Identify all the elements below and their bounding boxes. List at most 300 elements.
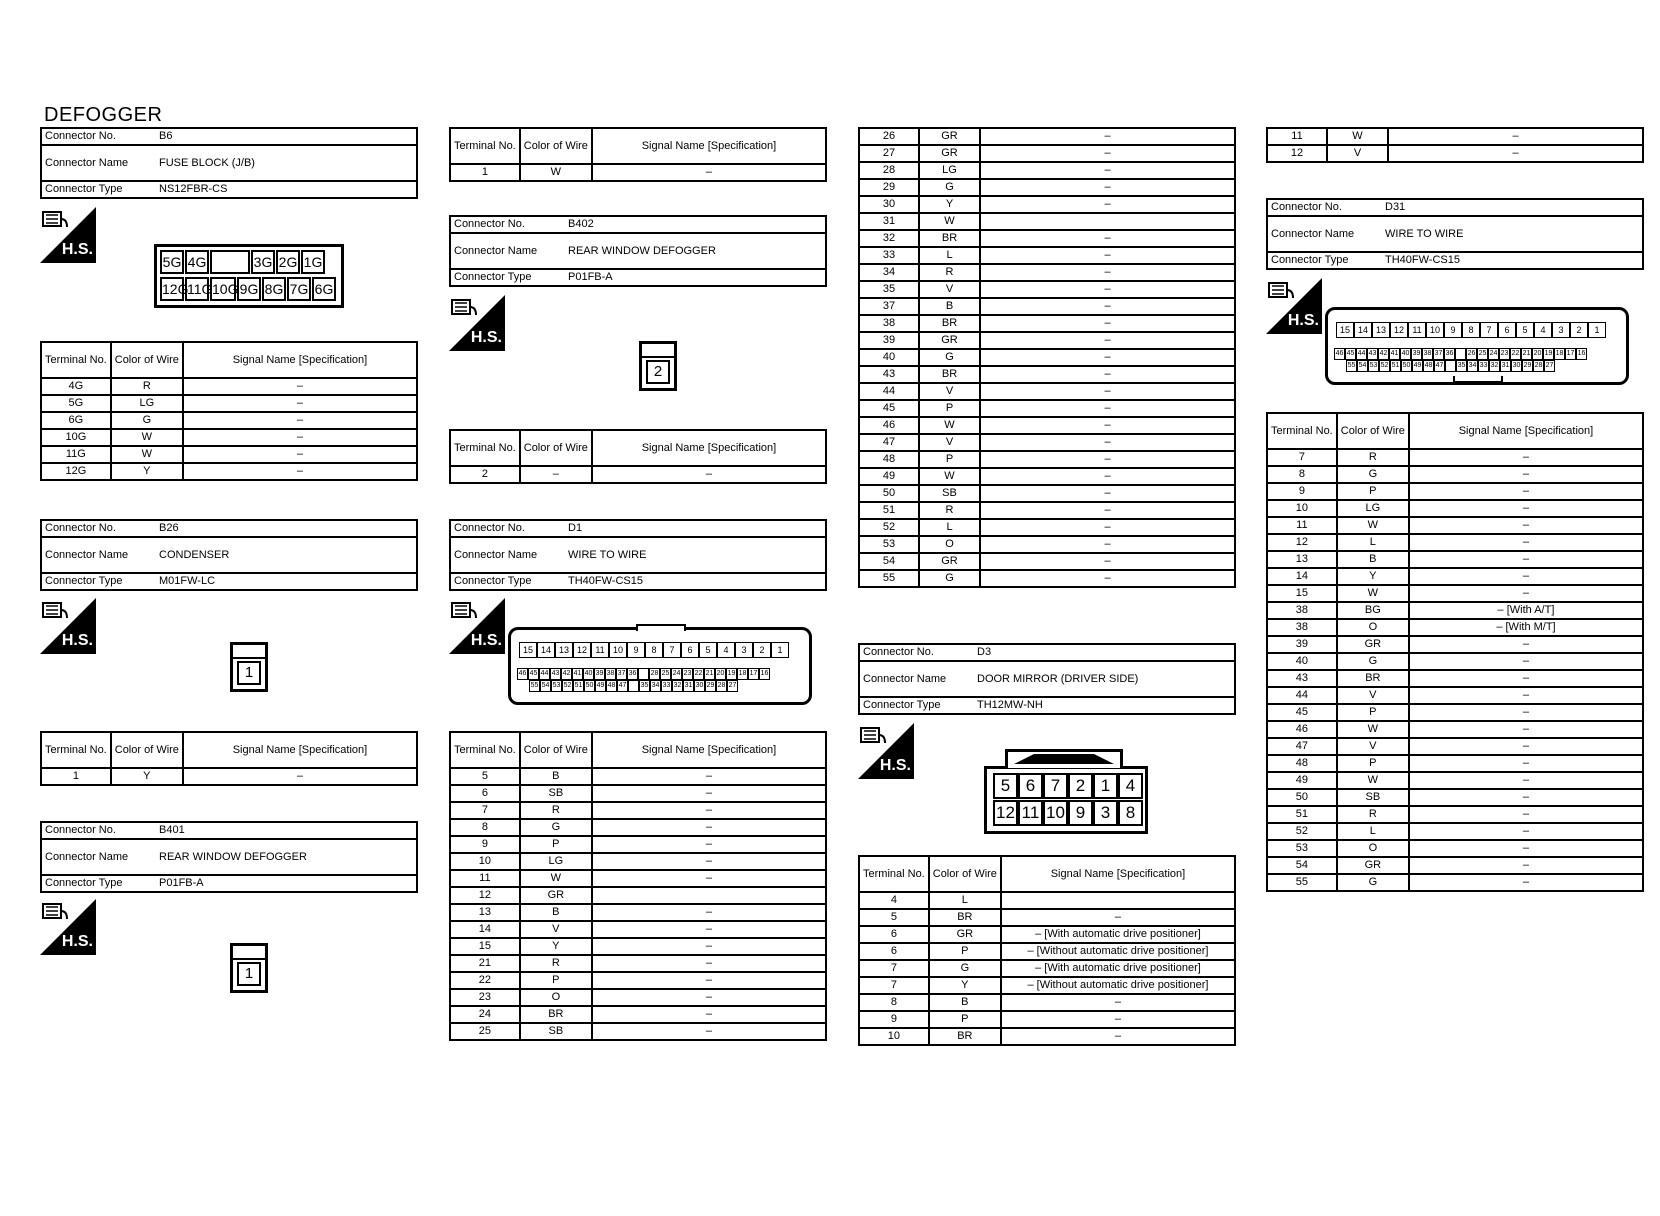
signal-name: – — [980, 502, 1235, 519]
cavity-label: 5 — [699, 642, 717, 658]
label: Connector Type — [1267, 252, 1382, 269]
signal-name: – — [592, 870, 826, 887]
signal-name: – — [183, 412, 417, 429]
wire-color: – — [520, 466, 592, 483]
cavity-label: 38 — [1422, 348, 1433, 360]
table-row — [859, 128, 1235, 145]
terminal-no: 21 — [450, 955, 520, 972]
signal-name: – — [183, 446, 417, 463]
cavity-label: 11 — [1018, 800, 1043, 826]
connector-face-d3 — [984, 766, 1148, 834]
signal-name: – — [592, 466, 826, 483]
table-row — [450, 870, 826, 887]
cavity-label: 39 — [594, 668, 605, 680]
cavity-label: 29 — [1522, 360, 1533, 372]
cavity-label: 7 — [1043, 773, 1068, 799]
connector-no: B26 — [156, 520, 417, 537]
terminal-no: 45 — [1267, 704, 1337, 721]
cavity-label: 45 — [528, 668, 539, 680]
connector-no: B401 — [156, 822, 417, 839]
hs-label: H.S. — [61, 241, 93, 258]
signal-name: – — [1409, 874, 1643, 891]
signal-name: – — [592, 1006, 826, 1023]
terminal-no: 54 — [859, 553, 919, 570]
cavity-label: 14 — [1354, 322, 1372, 338]
cavity-label: 1G — [301, 250, 325, 274]
cavity-label: 42 — [1378, 348, 1389, 360]
connector-no: B402 — [565, 216, 826, 233]
cavity-label: 37 — [616, 668, 627, 680]
wire-color: W — [520, 164, 592, 181]
connector-name: REAR WINDOW DEFOGGER — [565, 233, 826, 269]
color-of-wire-header: Color of Wire — [520, 732, 592, 768]
table-row — [859, 451, 1235, 468]
cavity-label: 9 — [1444, 322, 1462, 338]
terminal-no-header: Terminal No. — [859, 856, 929, 892]
wire-color: P — [1337, 704, 1409, 721]
terminal-no: 10 — [450, 853, 520, 870]
pin-table-d1-part2 — [858, 127, 1236, 588]
label: Connector Type — [859, 697, 974, 714]
cavity-label: 20 — [715, 668, 726, 680]
signal-name: – — [592, 164, 826, 181]
label: Connector No. — [41, 128, 156, 145]
table-row — [1267, 806, 1643, 823]
terminal-no: 55 — [859, 570, 919, 587]
table-row — [450, 972, 826, 989]
harness-side-icon — [40, 899, 96, 955]
label: Connector No. — [450, 216, 565, 233]
signal-name: – — [1409, 568, 1643, 585]
terminal-no: 7 — [859, 960, 929, 977]
table-row — [450, 768, 826, 785]
signal-name-header: Signal Name [Specification] — [183, 732, 417, 768]
table-row — [859, 1028, 1235, 1045]
cavity-label: 13 — [1372, 322, 1390, 338]
cavity-label: 13 — [555, 642, 573, 658]
pin-table-b26 — [40, 731, 418, 786]
wire-color: SB — [520, 785, 592, 802]
signal-name: – — [183, 429, 417, 446]
cavity-label: 42 — [561, 668, 572, 680]
wire-color: B — [1337, 551, 1409, 568]
terminal-no: 15 — [1267, 585, 1337, 602]
table-row — [1267, 857, 1643, 874]
signal-name: – — [980, 485, 1235, 502]
wire-color: SB — [520, 1023, 592, 1040]
table-row — [859, 536, 1235, 553]
signal-name: – — [1409, 534, 1643, 551]
terminal-no: 5 — [859, 909, 929, 926]
cavity-label: 11 — [1408, 322, 1426, 338]
cavity-label: 11G — [185, 277, 209, 301]
wire-color: R — [520, 802, 592, 819]
pin-table-d1-part1 — [449, 731, 827, 1041]
terminal-no: 51 — [1267, 806, 1337, 823]
table-row — [1267, 789, 1643, 806]
wire-color: V — [919, 383, 980, 400]
wire-color: SB — [1337, 789, 1409, 806]
wire-color: LG — [919, 162, 980, 179]
terminal-no: 14 — [450, 921, 520, 938]
cavity-label — [1445, 360, 1456, 372]
signal-name: – — [980, 349, 1235, 366]
wire-color: GR — [919, 145, 980, 162]
wire-color: R — [1337, 806, 1409, 823]
cavity-label: 8G — [262, 277, 286, 301]
wire-color: GR — [919, 553, 980, 570]
signal-name: – — [980, 179, 1235, 196]
cavity-label: 8 — [645, 642, 663, 658]
table-row — [450, 938, 826, 955]
signal-name: – — [592, 938, 826, 955]
wire-color: W — [1337, 585, 1409, 602]
cavity-label: 21 — [1521, 348, 1532, 360]
terminal-no: 22 — [450, 972, 520, 989]
terminal-no: 38 — [1267, 619, 1337, 636]
hs-label: H.S. — [470, 632, 502, 649]
terminal-no: 12 — [450, 887, 520, 904]
connector-info-b402 — [449, 215, 827, 287]
terminal-no: 27 — [859, 145, 919, 162]
hs-label: H.S. — [879, 757, 911, 774]
cavity-label: 41 — [572, 668, 583, 680]
signal-name: – — [592, 836, 826, 853]
terminal-no: 55 — [1267, 874, 1337, 891]
terminal-no: 11 — [450, 870, 520, 887]
signal-name: – — [183, 395, 417, 412]
terminal-no: 4G — [41, 378, 111, 395]
table-row — [1267, 466, 1643, 483]
cavity-label: 35 — [639, 680, 650, 692]
label: Connector Type — [41, 875, 156, 892]
table-row — [859, 179, 1235, 196]
label: Connector No. — [1267, 199, 1382, 216]
label: Connector No. — [41, 520, 156, 537]
terminal-no: 11 — [1267, 128, 1327, 145]
signal-name: – — [980, 332, 1235, 349]
wire-color: V — [520, 921, 592, 938]
wire-color: B — [520, 768, 592, 785]
signal-name: – — [1409, 738, 1643, 755]
table-row — [859, 977, 1235, 994]
terminal-no-header: Terminal No. — [41, 342, 111, 378]
wire-color: BR — [919, 315, 980, 332]
table-row — [859, 434, 1235, 451]
signal-name: – [Without automatic drive positioner] — [1001, 977, 1235, 994]
signal-name: – — [1409, 551, 1643, 568]
wire-color: Y — [929, 977, 1001, 994]
table-row — [1267, 449, 1643, 466]
table-row — [450, 466, 826, 483]
cavity-label: 8 — [1462, 322, 1480, 338]
cavity-label: 27 — [1544, 360, 1555, 372]
table-row — [859, 281, 1235, 298]
harness-side-icon — [1266, 278, 1322, 334]
signal-name: – [With A/T] — [1409, 602, 1643, 619]
table-row — [1267, 568, 1643, 585]
terminal-no-header: Terminal No. — [41, 732, 111, 768]
terminal-no: 6 — [859, 943, 929, 960]
signal-name: – — [980, 298, 1235, 315]
table-row — [41, 768, 417, 785]
wire-color: G — [919, 349, 980, 366]
table-row — [1267, 585, 1643, 602]
table-row — [1267, 145, 1643, 162]
signal-name: – [With automatic drive positioner] — [1001, 960, 1235, 977]
label: Connector Name — [41, 839, 156, 875]
terminal-no: 9 — [450, 836, 520, 853]
cavity-label: 35 — [1456, 360, 1467, 372]
signal-name: – — [1409, 721, 1643, 738]
hs-label: H.S. — [470, 329, 502, 346]
label: Connector Name — [450, 233, 565, 269]
signal-name: – — [1409, 755, 1643, 772]
cavity-label: 47 — [617, 680, 628, 692]
cavity-label — [1455, 348, 1466, 360]
signal-name: – — [592, 819, 826, 836]
table-row — [450, 955, 826, 972]
terminal-no: 53 — [1267, 840, 1337, 857]
label: Connector Name — [859, 661, 974, 697]
table-row — [859, 213, 1235, 230]
signal-name: – — [980, 315, 1235, 332]
signal-name: – [With M/T] — [1409, 619, 1643, 636]
signal-name — [592, 887, 826, 904]
cavity-label: 4 — [1118, 773, 1143, 799]
terminal-no: 8 — [450, 819, 520, 836]
terminal-no: 8 — [1267, 466, 1337, 483]
wire-color: P — [520, 836, 592, 853]
connector-name: DOOR MIRROR (DRIVER SIDE) — [974, 661, 1235, 697]
cavity-label: 34 — [650, 680, 661, 692]
table-row — [859, 349, 1235, 366]
terminal-no: 50 — [1267, 789, 1337, 806]
signal-name: – — [980, 196, 1235, 213]
table-row — [859, 383, 1235, 400]
wire-color: W — [111, 446, 183, 463]
table-row — [41, 412, 417, 429]
signal-name: – — [1409, 500, 1643, 517]
cavity-label: 51 — [1390, 360, 1401, 372]
signal-name: – — [980, 570, 1235, 587]
cavity-label: 34 — [1467, 360, 1478, 372]
connector-info-d1 — [449, 519, 827, 591]
hs-label: H.S. — [1287, 312, 1319, 329]
connector-type: NS12FBR-CS — [156, 181, 417, 198]
connector-name: REAR WINDOW DEFOGGER — [156, 839, 417, 875]
signal-name: – [With automatic drive positioner] — [1001, 926, 1235, 943]
signal-name: – — [1409, 517, 1643, 534]
wire-color: BG — [1337, 602, 1409, 619]
table-row — [450, 164, 826, 181]
table-row — [41, 463, 417, 480]
cavity-label: 17 — [748, 668, 759, 680]
terminal-no: 39 — [1267, 636, 1337, 653]
terminal-no: 52 — [1267, 823, 1337, 840]
signal-name: – — [592, 802, 826, 819]
table-row — [450, 887, 826, 904]
cavity-label: 22 — [1510, 348, 1521, 360]
signal-name: – — [183, 378, 417, 395]
cavity-label: 2 — [1570, 322, 1588, 338]
wire-color: BR — [520, 1006, 592, 1023]
connector-name: WIRE TO WIRE — [1382, 216, 1643, 252]
wire-color: O — [1337, 619, 1409, 636]
connector-no: D3 — [974, 644, 1235, 661]
cavity-label: 10 — [1043, 800, 1068, 826]
table-row — [1267, 602, 1643, 619]
cavity-label: 18 — [1554, 348, 1565, 360]
terminal-no: 47 — [1267, 738, 1337, 755]
table-row — [1267, 636, 1643, 653]
signal-name: – — [1001, 1028, 1235, 1045]
pin-table-b401 — [449, 127, 827, 182]
table-row — [859, 519, 1235, 536]
connector-name: WIRE TO WIRE — [565, 537, 826, 573]
terminal-no: 2 — [450, 466, 520, 483]
cavity-label: 3G — [251, 250, 275, 274]
table-row — [1267, 500, 1643, 517]
signal-name: – — [183, 463, 417, 480]
wire-color: Y — [520, 938, 592, 955]
wire-color: P — [1337, 483, 1409, 500]
signal-name: – — [980, 434, 1235, 451]
cavity-label: 31 — [683, 680, 694, 692]
color-of-wire-header: Color of Wire — [111, 732, 183, 768]
cavity-label: 12G — [160, 277, 184, 301]
signal-name: – — [1409, 636, 1643, 653]
cavity-label: 6 — [1018, 773, 1043, 799]
wire-color: G — [1337, 653, 1409, 670]
terminal-no: 6G — [41, 412, 111, 429]
wire-color: R — [111, 378, 183, 395]
wire-color: BR — [1337, 670, 1409, 687]
terminal-no: 34 — [859, 264, 919, 281]
table-row — [450, 1023, 826, 1040]
wire-color: P — [520, 972, 592, 989]
terminal-no: 50 — [859, 485, 919, 502]
terminal-no: 9 — [859, 1011, 929, 1028]
pin-table-d3-part1 — [858, 855, 1236, 1046]
label: Connector Name — [450, 537, 565, 573]
connector-face-b401 — [230, 943, 268, 993]
cavity-label: 16 — [1576, 348, 1587, 360]
cavity-label: 26 — [1466, 348, 1477, 360]
signal-name — [980, 213, 1235, 230]
cavity-label: 31 — [1500, 360, 1511, 372]
signal-name: – — [1409, 687, 1643, 704]
cavity-label: 43 — [550, 668, 561, 680]
terminal-no: 24 — [450, 1006, 520, 1023]
signal-name: – — [592, 785, 826, 802]
wire-color: G — [919, 570, 980, 587]
cavity-label: 4 — [717, 642, 735, 658]
wire-color: L — [919, 519, 980, 536]
connector-face-b402 — [639, 341, 677, 391]
signal-name: – — [1409, 857, 1643, 874]
signal-name: – — [1001, 1011, 1235, 1028]
cavity-label: 5G — [160, 250, 184, 274]
cavity-label: 46 — [1334, 348, 1345, 360]
terminal-no: 6 — [450, 785, 520, 802]
table-row — [859, 315, 1235, 332]
connector-face-b6 — [154, 244, 344, 308]
terminal-no: 10 — [859, 1028, 929, 1045]
cavity-label: 44 — [1356, 348, 1367, 360]
connector-face-b26 — [230, 642, 268, 692]
terminal-no: 54 — [1267, 857, 1337, 874]
label: Connector Name — [41, 145, 156, 181]
signal-name: – — [592, 972, 826, 989]
cavity-label: 1 — [1093, 773, 1118, 799]
table-row — [859, 943, 1235, 960]
connector-info-b401 — [40, 821, 418, 893]
wire-color: Y — [919, 196, 980, 213]
signal-name: – — [1409, 840, 1643, 857]
wire-color: V — [1337, 738, 1409, 755]
table-row — [450, 1006, 826, 1023]
signal-name: – — [1001, 994, 1235, 1011]
terminal-no: 43 — [1267, 670, 1337, 687]
terminal-no-header: Terminal No. — [450, 128, 520, 164]
cavity-label: 2 — [646, 360, 670, 384]
cavity-label: 41 — [1389, 348, 1400, 360]
cavity-label: 4 — [1534, 322, 1552, 338]
table-row — [1267, 483, 1643, 500]
cavity-label: 55 — [1346, 360, 1357, 372]
cavity-label: 7G — [287, 277, 311, 301]
table-row — [1267, 517, 1643, 534]
table-row — [450, 802, 826, 819]
table-row — [859, 247, 1235, 264]
harness-side-icon — [449, 598, 505, 654]
terminal-no: 5G — [41, 395, 111, 412]
terminal-no: 48 — [859, 451, 919, 468]
table-row — [1267, 619, 1643, 636]
wire-color: W — [1337, 517, 1409, 534]
table-row — [859, 892, 1235, 909]
signal-name: – — [1409, 772, 1643, 789]
cavity-label: 25 — [1477, 348, 1488, 360]
wire-color: P — [929, 943, 1001, 960]
cavity-label: 1 — [1588, 322, 1606, 338]
cavity-label: 15 — [519, 642, 537, 658]
table-row — [1267, 687, 1643, 704]
signal-name: – — [980, 451, 1235, 468]
table-row — [859, 332, 1235, 349]
cavity-label: 9 — [627, 642, 645, 658]
label: Connector Name — [1267, 216, 1382, 252]
table-row — [1267, 704, 1643, 721]
signal-name: – — [592, 955, 826, 972]
terminal-no: 44 — [859, 383, 919, 400]
table-row — [1267, 840, 1643, 857]
label: Connector Type — [41, 181, 156, 198]
cavity-label: 53 — [1368, 360, 1379, 372]
cavity-label: 51 — [573, 680, 584, 692]
terminal-no: 7 — [1267, 449, 1337, 466]
connector-type: TH12MW-NH — [974, 697, 1235, 714]
wire-color: O — [919, 536, 980, 553]
wire-color: V — [919, 434, 980, 451]
table-row — [859, 417, 1235, 434]
cavity-label: 1 — [237, 962, 261, 986]
cavity-label: 43 — [1367, 348, 1378, 360]
terminal-no: 49 — [859, 468, 919, 485]
cavity-label: 33 — [1478, 360, 1489, 372]
wire-color: GR — [1337, 636, 1409, 653]
